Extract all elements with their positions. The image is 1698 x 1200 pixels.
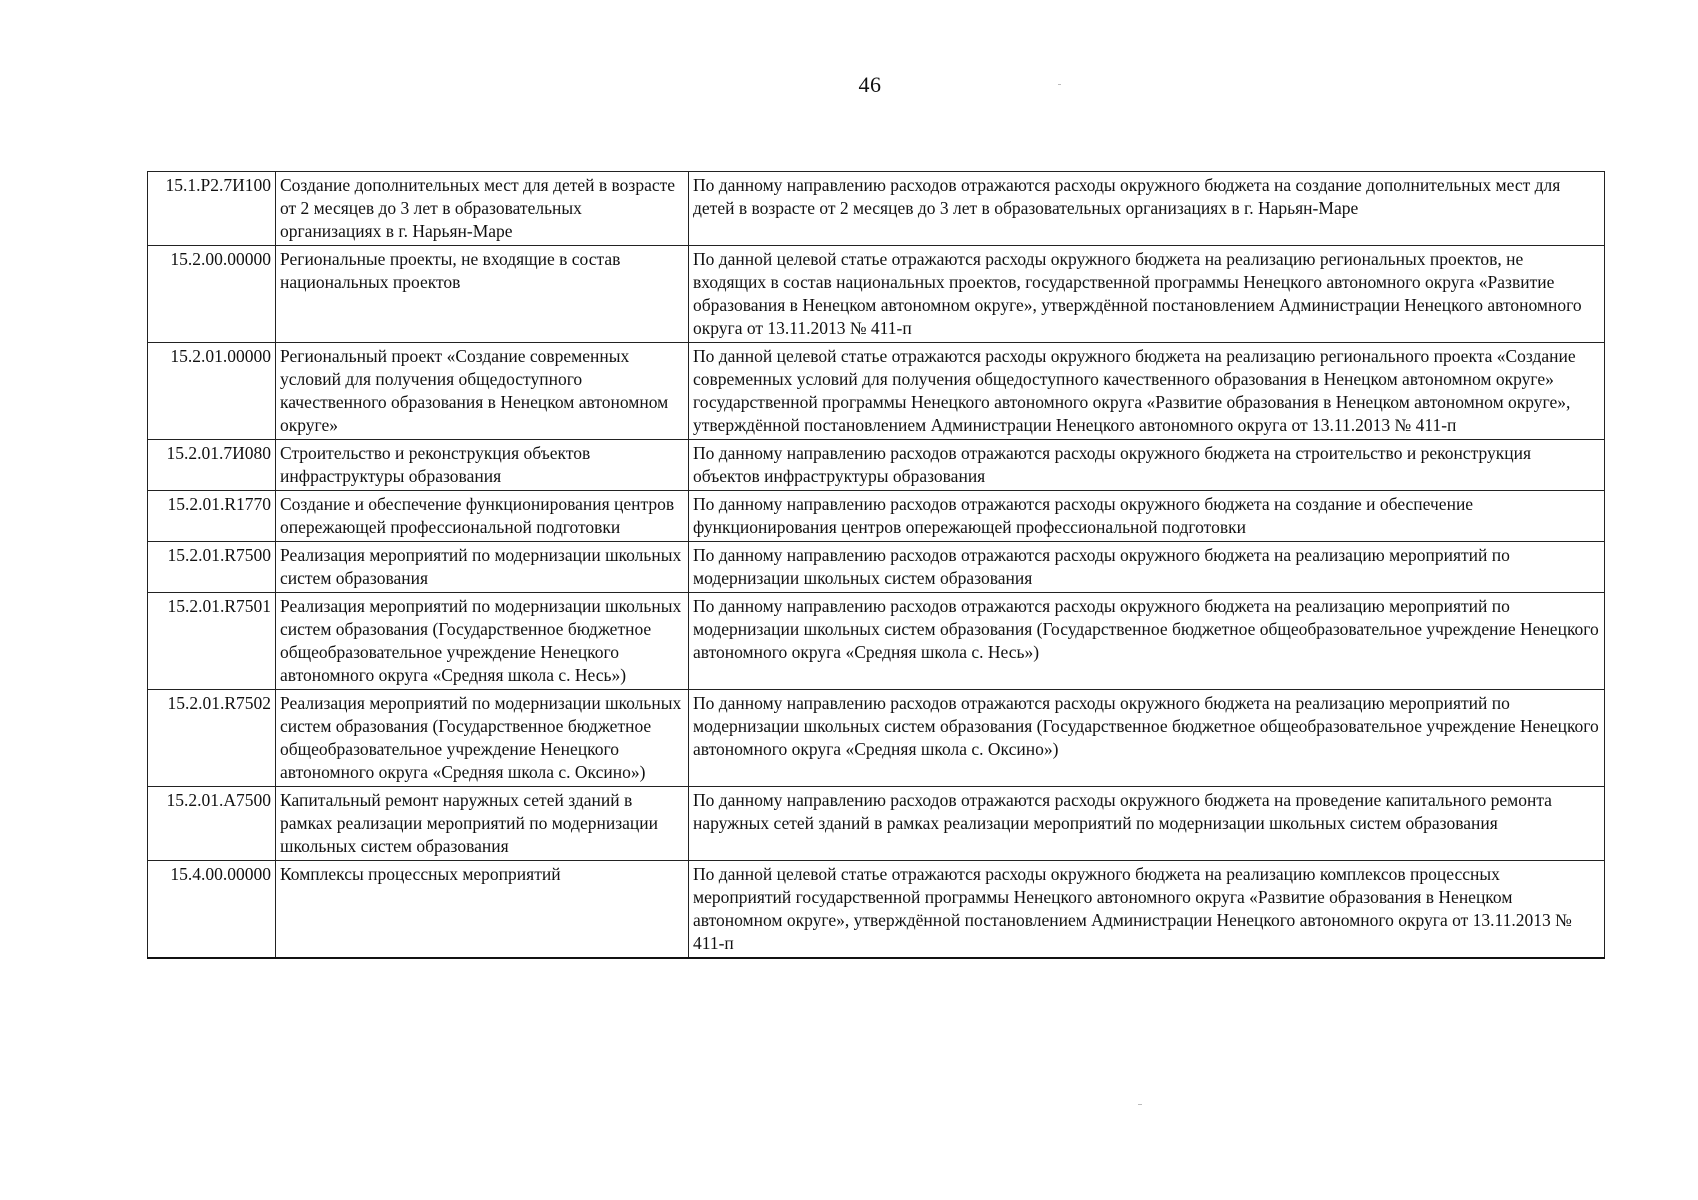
table-row — [148, 343, 1605, 440]
target-name: Региональный проект «Создание современных условий для получения общедоступного качественного образования в Ненецком автономном округе» — [276, 343, 689, 440]
target-name: Создание дополнительных мест для детей в возрасте от 2 месяцев до 3 лет в образовательных организациях в г. Нарьян-Маре — [276, 172, 689, 246]
table-row — [148, 542, 1605, 593]
target-name: Капитальный ремонт наружных сетей зданий в рамках реализации мероприятий по модернизации школьных систем образования — [276, 787, 689, 861]
table-row — [148, 787, 1605, 861]
target-description: По данной целевой статье отражаются расходы окружного бюджета на реализацию комплексов процессных мероприятий государственной программы Ненецкого автономного округа «Развитие образования в Ненецком автономном округе», утверждённой постановлением Администрации Ненецкого автономного округа от 13.11.2013 № 411-п — [689, 861, 1605, 959]
scan-artifact — [1058, 84, 1061, 85]
target-name: Реализация мероприятий по модернизации школьных систем образования — [276, 542, 689, 593]
target-code: 15.2.01.R7502 — [148, 690, 276, 787]
table-row — [148, 861, 1605, 959]
target-code: 15.2.01.7И080 — [148, 440, 276, 491]
table-row — [148, 440, 1605, 491]
table-row — [148, 690, 1605, 787]
target-description: По данному направлению расходов отражаются расходы окружного бюджета на реализацию мероприятий по модернизации школьных систем образования (Государственное бюджетное общеобразовательное учреждение Ненецкого автономного округа «Средняя школа с. Несь») — [689, 593, 1605, 690]
target-code: 15.2.00.00000 — [148, 246, 276, 343]
budget-classification-table — [147, 171, 1605, 959]
target-description: По данной целевой статье отражаются расходы окружного бюджета на реализацию регионального проекта «Создание современных условий для получения общедоступного качественного образования в Ненецком автономном округе» государственной программы Ненецкого автономного округа «Развитие образования в Ненецком автономном округе», утверждённой постановлением Администрации Ненецкого автономного округа от 13.11.2013 № 411-п — [689, 343, 1605, 440]
target-description: По данному направлению расходов отражаются расходы окружного бюджета на реализацию мероприятий по модернизации школьных систем образования (Государственное бюджетное общеобразовательное учреждение Ненецкого автономного округа «Средняя школа с. Оксино») — [689, 690, 1605, 787]
target-name: Строительство и реконструкция объектов инфраструктуры образования — [276, 440, 689, 491]
target-description: По данному направлению расходов отражаются расходы окружного бюджета на реализацию мероприятий по модернизации школьных систем образования — [689, 542, 1605, 593]
page-number: 46 — [858, 72, 882, 97]
target-code: 15.2.01.00000 — [148, 343, 276, 440]
target-name: Региональные проекты, не входящие в состав национальных проектов — [276, 246, 689, 343]
scan-artifact — [1138, 1104, 1142, 1105]
target-description: По данному направлению расходов отражаются расходы окружного бюджета на создание и обеспечение функционирования центров опережающей профессиональной подготовки — [689, 491, 1605, 542]
target-code: 15.2.01.R7500 — [148, 542, 276, 593]
table-row — [148, 246, 1605, 343]
table-row — [148, 491, 1605, 542]
target-name: Комплексы процессных мероприятий — [276, 861, 689, 959]
target-code: 15.4.00.00000 — [148, 861, 276, 959]
target-code: 15.2.01.R1770 — [148, 491, 276, 542]
target-description: По данному направлению расходов отражаются расходы окружного бюджета на строительство и реконструкция объектов инфраструктуры образования — [689, 440, 1605, 491]
target-code: 15.2.01.R7501 — [148, 593, 276, 690]
target-description: По данному направлению расходов отражаются расходы окружного бюджета на создание дополнительных мест для детей в возрасте от 2 месяцев до 3 лет в образовательных организациях в г. Нарьян-Маре — [689, 172, 1605, 246]
target-code: 15.1.P2.7И100 — [148, 172, 276, 246]
table-row — [148, 593, 1605, 690]
target-name: Реализация мероприятий по модернизации школьных систем образования (Государственное бюджетное общеобразовательное учреждение Ненецкого автономного округа «Средняя школа с. Оксино») — [276, 690, 689, 787]
target-name: Реализация мероприятий по модернизации школьных систем образования (Государственное бюджетное общеобразовательное учреждение Ненецкого автономного округа «Средняя школа с. Несь») — [276, 593, 689, 690]
target-description: По данной целевой статье отражаются расходы окружного бюджета на реализацию региональных проектов, не входящих в состав национальных проектов, государственной программы Ненецкого автономного округа «Развитие образования в Ненецком автономном округе», утверждённой постановлением Администрации Ненецкого автономного округа от 13.11.2013 № 411-п — [689, 246, 1605, 343]
target-code: 15.2.01.A7500 — [148, 787, 276, 861]
target-description: По данному направлению расходов отражаются расходы окружного бюджета на проведение капитального ремонта наружных сетей зданий в рамках реализации мероприятий по модернизации школьных систем образования — [689, 787, 1605, 861]
table-row — [148, 172, 1605, 246]
target-name: Создание и обеспечение функционирования центров опережающей профессиональной подготовки — [276, 491, 689, 542]
